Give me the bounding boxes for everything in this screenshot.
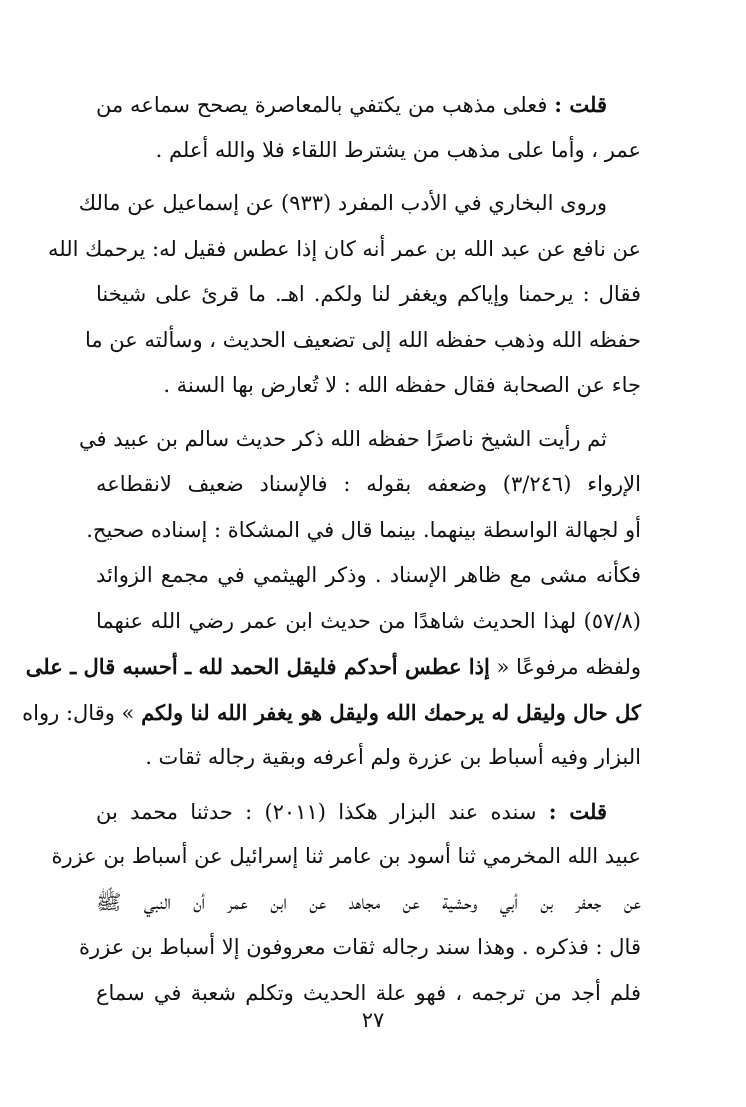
text-segment: عبيد الله المخرمي ثنا أسود بن عامر ثنا إسرائيل عن أسباط بن عزرة (51, 844, 641, 868)
text-line (96, 128, 641, 174)
text-line (25, 644, 641, 690)
text-segment: عن نافع عن عبد الله بن عمر أنه كان إذا عطس فقيل له: يرحمك الله (47, 236, 641, 261)
text-line (84, 318, 641, 364)
text-line (96, 735, 641, 781)
text-line (96, 880, 641, 926)
text-segment: قال : فذكره . وهذا سند رجاله ثقات معروفون إلا أسباط بن عزرة (79, 935, 641, 959)
text-segment: سنده عند البزار هكذا (٢٠١١) : حدثنا محمد بن (96, 799, 549, 824)
text-segment: عن جعفر بن أبي وحشية عن مجاهد عن ابن عمر أن النبي ﷺ (96, 889, 641, 914)
text-line (96, 272, 641, 318)
text-line (86, 508, 641, 554)
text-line (22, 690, 641, 736)
text-line (96, 553, 641, 599)
text-segment: أو لجهالة الواسطة بينهما. بينما قال في المشكاة : إسناده صحيح. (86, 517, 641, 542)
text-line (96, 363, 641, 409)
bold-text-segment: قلت : (548, 798, 607, 824)
page-number: ٢٧ (361, 1008, 385, 1032)
bold-text-segment: إذا عطس أحدكم فليقل الحمد لله ـ أحسبه قال ـ على (25, 654, 490, 679)
text-segment: الإرواء (٣/٢٤٦) وضعفه بقوله : فالإسناد ضعيف لانقطاعه (96, 472, 641, 496)
text-line (51, 834, 641, 880)
page-body (22, 82, 641, 1024)
bold-text-segment: كل حال وليقل له يرحمك الله وليقل هو يغفر الله لنا ولكم (141, 699, 641, 725)
text-line (96, 82, 641, 128)
text-line (79, 925, 641, 971)
text-line (96, 599, 641, 645)
paragraph (47, 181, 641, 409)
text-segment: فقال : يرحمنا وإياكم ويغفر لنا ولكم. اهـ. ما قرئ على شيخنا (96, 282, 641, 306)
text-segment: (٥٧/٨) لهذا الحديث شاهدًا من حديث ابن عمر رضي الله عنهما (96, 608, 641, 633)
text-line (47, 227, 641, 273)
text-line (79, 417, 641, 463)
text-segment: عمر ، وأما على مذهب من يشترط اللقاء فلا والله أعلم . (155, 137, 641, 162)
text-line (96, 789, 641, 835)
text-segment: حفظه الله وذهب حفظه الله إلى تضعيف الحديث ، وسألته عن ما (84, 327, 641, 352)
paragraph (96, 82, 641, 173)
text-segment: فكأنه مشى مع ظاهر الإسناد . وذكر الهيثمي في مجمع الزوائد (96, 563, 641, 587)
text-line (96, 462, 641, 508)
text-segment: فلم أجد من ترجمه ، فهو علة الحديث وتكلم شعبة في سماع (96, 980, 641, 1005)
text-segment: وروى البخاري في الأدب المفرد (٩٣٣) عن إسماعيل عن مالك (78, 191, 607, 215)
text-line (78, 181, 641, 227)
paragraph (51, 789, 641, 1017)
text-segment: ولفظه مرفوعًا « (489, 655, 641, 679)
text-segment: ثم رأيت الشيخ ناصرًا حفظه الله ذكر حديث سالم بن عبيد في (79, 426, 607, 451)
text-segment: » وقال: رواه (22, 700, 142, 725)
text-segment: البزار وفيه أسباط بن عزرة ولم أعرفه وبقية رجاله ثقات . (145, 745, 641, 769)
bold-text-segment: قلت : (554, 92, 607, 117)
text-segment: جاء عن الصحابة فقال حفظه الله : لا تُعارض بها السنة . (163, 373, 641, 397)
text-segment: فعلى مذهب من يكتفي بالمعاصرة يصحح سماعه من (96, 93, 555, 117)
paragraph (22, 417, 641, 781)
